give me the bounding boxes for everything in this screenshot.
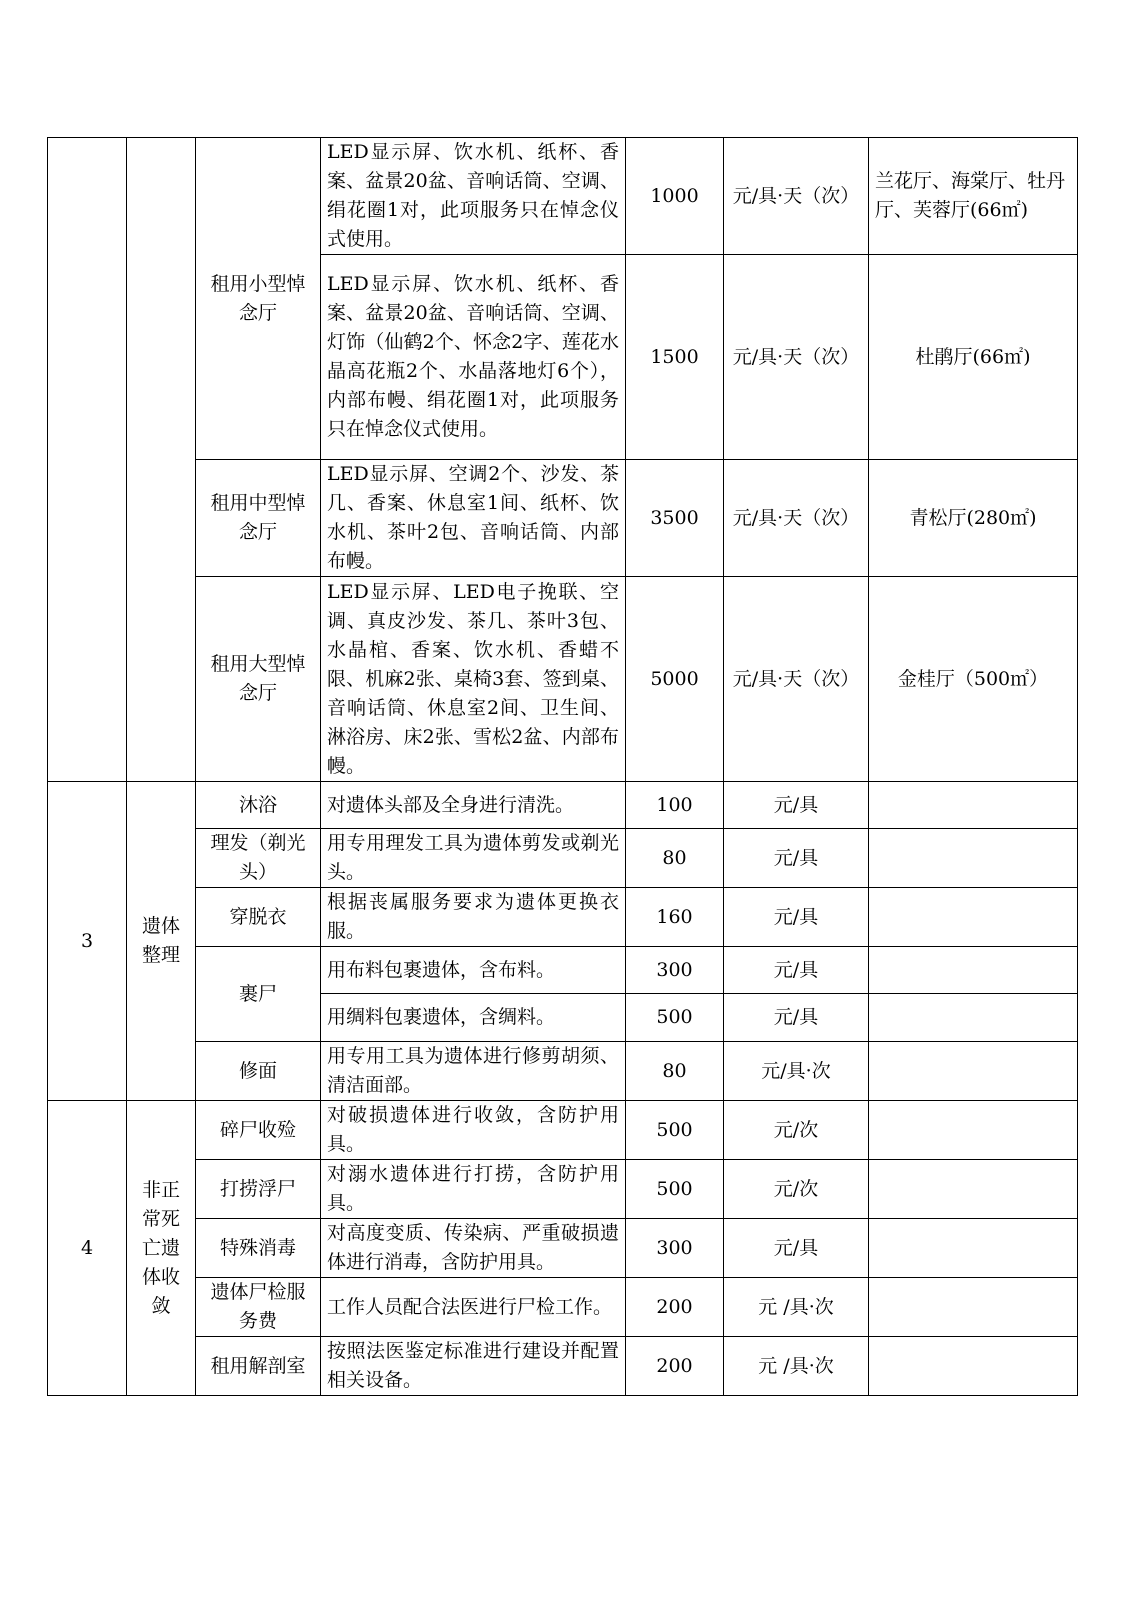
unit-cell: 元/具	[724, 888, 869, 947]
description-cell: 用专用工具为遗体进行修剪胡须、清洁面部。	[321, 1042, 626, 1101]
description-cell: 按照法医鉴定标准进行建设并配置相关设备。	[321, 1337, 626, 1396]
item-cell: 租用中型悼念厅	[196, 460, 321, 577]
item-cell: 碎尸收殓	[196, 1101, 321, 1160]
description-cell: LED显示屏、LED电子挽联、空调、真皮沙发、茶几、茶叶3包、水晶棺、香案、饮水机、香蜡不限、机麻2张、桌椅3套、签到桌、音响话筒、休息室2间、卫生间、淋浴房、床2张、雪松2盆、内部布幔。	[321, 577, 626, 782]
note-cell	[869, 1042, 1078, 1101]
note-cell: 金桂厅（500㎡）	[869, 577, 1078, 782]
price-cell: 100	[626, 782, 724, 829]
table-row	[48, 460, 1078, 577]
note-cell	[869, 888, 1078, 947]
table-row	[48, 1337, 1078, 1396]
table-row	[48, 1042, 1078, 1101]
unit-cell: 元/次	[724, 1101, 869, 1160]
item-cell: 租用大型悼念厅	[196, 577, 321, 782]
price-cell: 1500	[626, 255, 724, 460]
note-cell: 兰花厅、海棠厅、牡丹厅、芙蓉厅(66㎡)	[869, 138, 1078, 255]
category-cell: 遗体整理	[127, 782, 196, 1101]
table-row	[48, 829, 1078, 888]
price-cell: 500	[626, 994, 724, 1042]
description-cell: 对破损遗体进行收敛，含防护用具。	[321, 1101, 626, 1160]
unit-cell: 元/具	[724, 829, 869, 888]
note-cell	[869, 947, 1078, 994]
table-row	[48, 577, 1078, 782]
item-cell: 沐浴	[196, 782, 321, 829]
unit-cell: 元/具·天（次）	[724, 460, 869, 577]
price-cell: 500	[626, 1160, 724, 1219]
table-row	[48, 1160, 1078, 1219]
unit-cell: 元/具	[724, 994, 869, 1042]
description-cell: 对高度变质、传染病、严重破损遗体进行消毒，含防护用具。	[321, 1219, 626, 1278]
price-cell: 160	[626, 888, 724, 947]
unit-cell: 元/具·天（次）	[724, 577, 869, 782]
note-cell	[869, 782, 1078, 829]
row-number-cell: 3	[48, 782, 127, 1101]
note-cell	[869, 1160, 1078, 1219]
fee-table	[47, 137, 1078, 1396]
price-cell: 1000	[626, 138, 724, 255]
unit-cell: 元/具	[724, 1219, 869, 1278]
price-cell: 300	[626, 947, 724, 994]
unit-cell: 元/具	[724, 947, 869, 994]
price-cell: 200	[626, 1337, 724, 1396]
row-number-cell: 4	[48, 1101, 127, 1396]
price-cell: 80	[626, 829, 724, 888]
item-cell: 遗体尸检服务费	[196, 1278, 321, 1337]
unit-cell: 元/次	[724, 1160, 869, 1219]
item-cell: 修面	[196, 1042, 321, 1101]
note-cell	[869, 1278, 1078, 1337]
description-cell: 对溺水遗体进行打捞，含防护用具。	[321, 1160, 626, 1219]
item-cell: 裹尸	[196, 947, 321, 1042]
note-cell	[869, 1337, 1078, 1396]
unit-cell: 元/具·次	[724, 1042, 869, 1101]
item-cell: 租用小型悼念厅	[196, 138, 321, 460]
price-cell: 300	[626, 1219, 724, 1278]
description-cell: LED显示屏、空调2个、沙发、茶几、香案、休息室1间、纸杯、饮水机、茶叶2包、音响话筒、内部布幔。	[321, 460, 626, 577]
note-cell	[869, 1101, 1078, 1160]
table-row	[48, 888, 1078, 947]
unit-cell: 元/具·天（次）	[724, 255, 869, 460]
note-cell: 杜鹃厅(66㎡)	[869, 255, 1078, 460]
table-row	[48, 1101, 1078, 1160]
price-cell: 500	[626, 1101, 724, 1160]
table-row	[48, 947, 1078, 994]
table-row	[48, 1278, 1078, 1337]
table-row	[48, 1219, 1078, 1278]
description-cell: 用专用理发工具为遗体剪发或剃光头。	[321, 829, 626, 888]
category-cell: 非正常死亡遗体收敛	[127, 1101, 196, 1396]
item-cell: 租用解剖室	[196, 1337, 321, 1396]
item-cell: 穿脱衣	[196, 888, 321, 947]
price-cell: 80	[626, 1042, 724, 1101]
description-cell: LED显示屏、饮水机、纸杯、香案、盆景20盆、音响话筒、空调、绢花圈1对，此项服务只在悼念仪式使用。	[321, 138, 626, 255]
table-row	[48, 782, 1078, 829]
price-cell: 200	[626, 1278, 724, 1337]
description-cell: 用绸料包裹遗体，含绸料。	[321, 994, 626, 1042]
description-cell: 工作人员配合法医进行尸检工作。	[321, 1278, 626, 1337]
price-cell: 3500	[626, 460, 724, 577]
note-cell	[869, 829, 1078, 888]
description-cell: 根据丧属服务要求为遗体更换衣服。	[321, 888, 626, 947]
item-cell: 特殊消毒	[196, 1219, 321, 1278]
unit-cell: 元/具·天（次）	[724, 138, 869, 255]
unit-cell: 元 /具·次	[724, 1278, 869, 1337]
description-cell: 用布料包裹遗体，含布料。	[321, 947, 626, 994]
item-cell: 打捞浮尸	[196, 1160, 321, 1219]
unit-cell: 元/具	[724, 782, 869, 829]
note-cell	[869, 994, 1078, 1042]
description-cell: LED显示屏、饮水机、纸杯、香案、盆景20盆、音响话筒、空调、灯饰（仙鹤2个、怀念2字、莲花水晶高花瓶2个、水晶落地灯6个），内部布幔、绢花圈1对，此项服务只在悼念仪式使用。	[321, 255, 626, 460]
table-row	[48, 138, 1078, 255]
row-number-cell	[48, 138, 127, 782]
unit-cell: 元 /具·次	[724, 1337, 869, 1396]
note-cell	[869, 1219, 1078, 1278]
price-cell: 5000	[626, 577, 724, 782]
category-cell	[127, 138, 196, 782]
description-cell: 对遗体头部及全身进行清洗。	[321, 782, 626, 829]
item-cell: 理发（剃光头）	[196, 829, 321, 888]
note-cell: 青松厅(280㎡)	[869, 460, 1078, 577]
